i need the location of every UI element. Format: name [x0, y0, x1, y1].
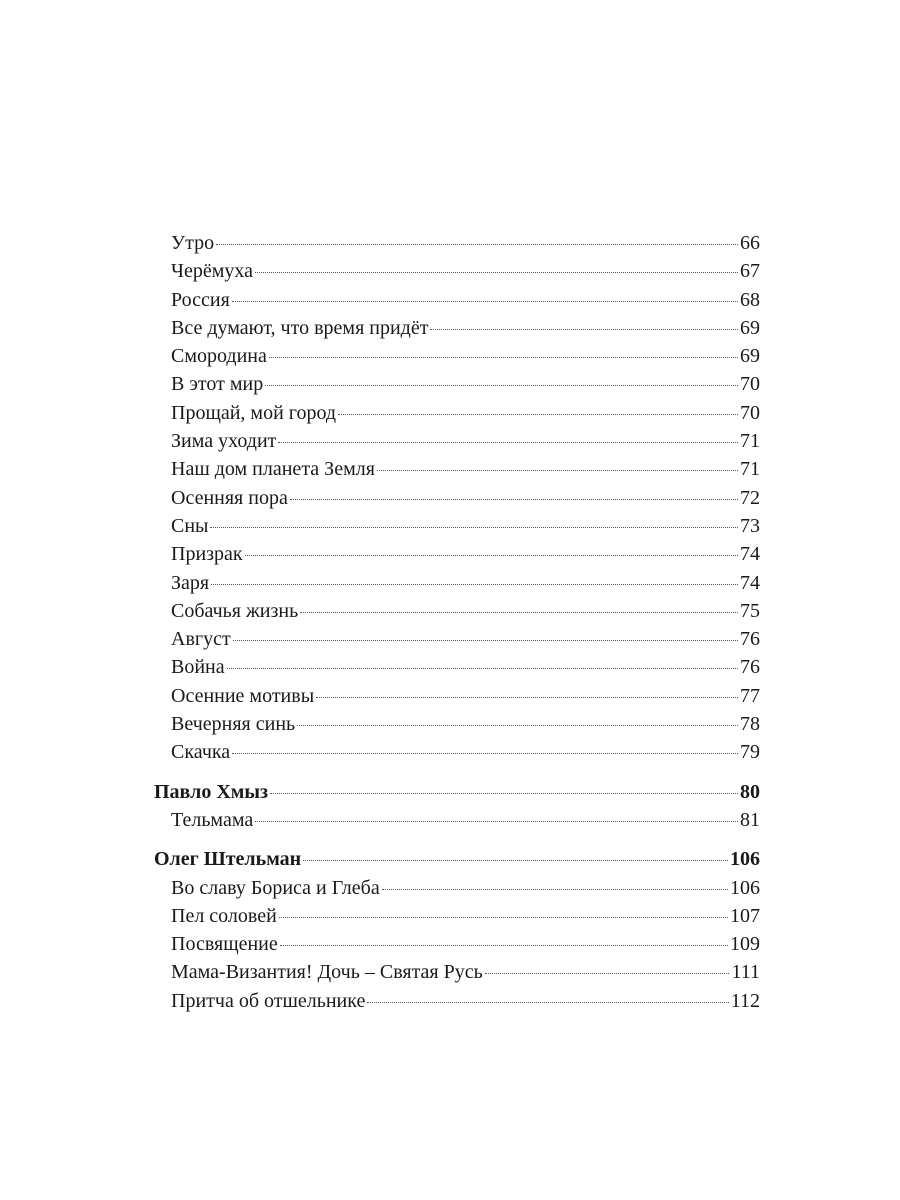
toc-entry-row — [154, 806, 760, 834]
toc-page-number: 69 — [740, 316, 760, 339]
toc-entry-row — [154, 512, 760, 540]
toc-entry-title: Август — [171, 628, 231, 651]
toc-entry-title: Черёмуха — [171, 260, 254, 283]
dot-leader — [485, 973, 730, 974]
dot-leader — [269, 357, 738, 358]
toc-entry-title: Посвящение — [171, 933, 278, 956]
toc-entry-title: Утро — [171, 232, 215, 254]
toc-page-number: 77 — [740, 684, 760, 707]
toc-page-number: 74 — [740, 571, 760, 594]
toc-entry-row — [154, 399, 760, 427]
dot-leader — [377, 470, 738, 471]
toc-entry-row — [154, 987, 760, 1015]
toc-page-number: 71 — [740, 430, 760, 453]
dot-leader — [270, 793, 738, 794]
dot-leader — [338, 414, 738, 415]
toc-page-number: 70 — [740, 401, 760, 424]
toc-page-number: 76 — [740, 656, 760, 679]
toc-page-number: 111 — [731, 961, 760, 984]
toc-entry-title: Пел соловей — [171, 904, 277, 927]
toc-entry-row — [154, 710, 760, 738]
toc-entry-row — [154, 874, 760, 902]
toc-entry-title: В этот мир — [171, 373, 264, 396]
toc-entry-row — [154, 286, 760, 314]
toc-entry-row — [154, 455, 760, 483]
toc-page-number: 67 — [740, 260, 760, 283]
toc-entry-row — [154, 625, 760, 653]
dot-leader — [245, 555, 738, 556]
toc-author-name: Павло Хмыз — [154, 780, 269, 803]
toc-entry-title: Наш дом планета Земля — [171, 458, 375, 481]
toc-entry-title: Собачья жизнь — [171, 599, 299, 622]
dot-leader — [279, 917, 728, 918]
toc-entry-title: Сны — [171, 514, 209, 537]
dot-leader — [280, 945, 728, 946]
dot-leader — [382, 889, 728, 890]
toc-entry-row — [154, 902, 760, 930]
toc-page-number: 69 — [740, 345, 760, 368]
toc-page-number: 71 — [740, 458, 760, 481]
toc-page-number: 70 — [740, 373, 760, 396]
dot-leader — [227, 668, 738, 669]
toc-page-number: 79 — [740, 741, 760, 764]
dot-leader — [255, 272, 738, 273]
dot-leader — [430, 329, 738, 330]
dot-leader — [211, 584, 738, 585]
toc-entry-title: Во славу Бориса и Глеба — [171, 876, 380, 899]
toc-entry-title: Мама-Византия! Дочь – Святая Русь — [171, 961, 483, 984]
dot-leader — [232, 753, 738, 754]
toc-entry-title: Прощай, мой город — [171, 401, 337, 424]
toc-entry-row — [154, 229, 760, 257]
dot-leader — [232, 301, 738, 302]
toc-page-number: 68 — [740, 288, 760, 311]
toc-entry-row — [154, 682, 760, 710]
dot-leader — [265, 385, 738, 386]
toc-page-number: 74 — [740, 543, 760, 566]
toc-page-number: 66 — [740, 232, 760, 254]
toc-author-name: Олег Штельман — [154, 848, 302, 871]
toc-page-number: 76 — [740, 628, 760, 651]
toc-entry-row — [154, 930, 760, 958]
toc-entry-row — [154, 257, 760, 285]
toc-entry-row — [154, 342, 760, 370]
toc-entry-title: Притча об отшельнике — [171, 989, 366, 1012]
toc-entry-title: Вечерняя синь — [171, 713, 296, 736]
toc-entry-row — [154, 314, 760, 342]
dot-leader — [367, 1002, 728, 1003]
toc-entry-title: Заря — [171, 571, 210, 594]
toc-entry-title: Все думают, что время придёт — [171, 316, 429, 339]
toc-entry-row — [154, 597, 760, 625]
toc-page-number: 106 — [730, 876, 760, 899]
table-of-contents — [154, 229, 760, 1015]
toc-entry-title: Осенние мотивы — [171, 684, 315, 707]
toc-entry-title: Россия — [171, 288, 230, 311]
toc-entry-row — [154, 484, 760, 512]
dot-leader — [233, 640, 738, 641]
toc-entry-row — [154, 738, 760, 766]
toc-page-number: 78 — [740, 713, 760, 736]
toc-entry-row — [154, 370, 760, 398]
toc-page-number: 72 — [740, 486, 760, 509]
toc-page-number: 81 — [740, 808, 760, 831]
toc-page-number: 107 — [730, 904, 760, 927]
toc-entry-title: Зима уходит — [171, 430, 277, 453]
toc-entry-row — [154, 569, 760, 597]
toc-entry-title: Осенняя пора — [171, 486, 288, 509]
toc-author-row — [154, 845, 760, 873]
dot-leader — [316, 697, 738, 698]
toc-page-number: 109 — [730, 933, 760, 956]
dot-leader — [278, 442, 738, 443]
toc-author-row — [154, 778, 760, 806]
toc-entry-row — [154, 958, 760, 986]
toc-page-number: 80 — [740, 780, 760, 803]
toc-page-number: 106 — [730, 848, 760, 871]
dot-leader — [290, 499, 738, 500]
dot-leader — [297, 725, 738, 726]
toc-entry-title: Скачка — [171, 741, 231, 764]
toc-page-number: 73 — [740, 514, 760, 537]
toc-entry-title: Призрак — [171, 543, 243, 566]
toc-page-number: 75 — [740, 599, 760, 622]
dot-leader — [300, 612, 738, 613]
toc-page-number: 112 — [730, 989, 760, 1012]
toc-entry-title: Тельмама — [171, 808, 254, 831]
dot-leader — [210, 527, 738, 528]
dot-leader — [216, 244, 738, 245]
toc-entry-row — [154, 427, 760, 455]
dot-leader — [303, 860, 728, 861]
dot-leader — [255, 821, 738, 822]
toc-entry-title: Смородина — [171, 345, 267, 368]
toc-entry-title: Война — [171, 656, 225, 679]
toc-entry-row — [154, 653, 760, 681]
toc-entry-row — [154, 540, 760, 568]
